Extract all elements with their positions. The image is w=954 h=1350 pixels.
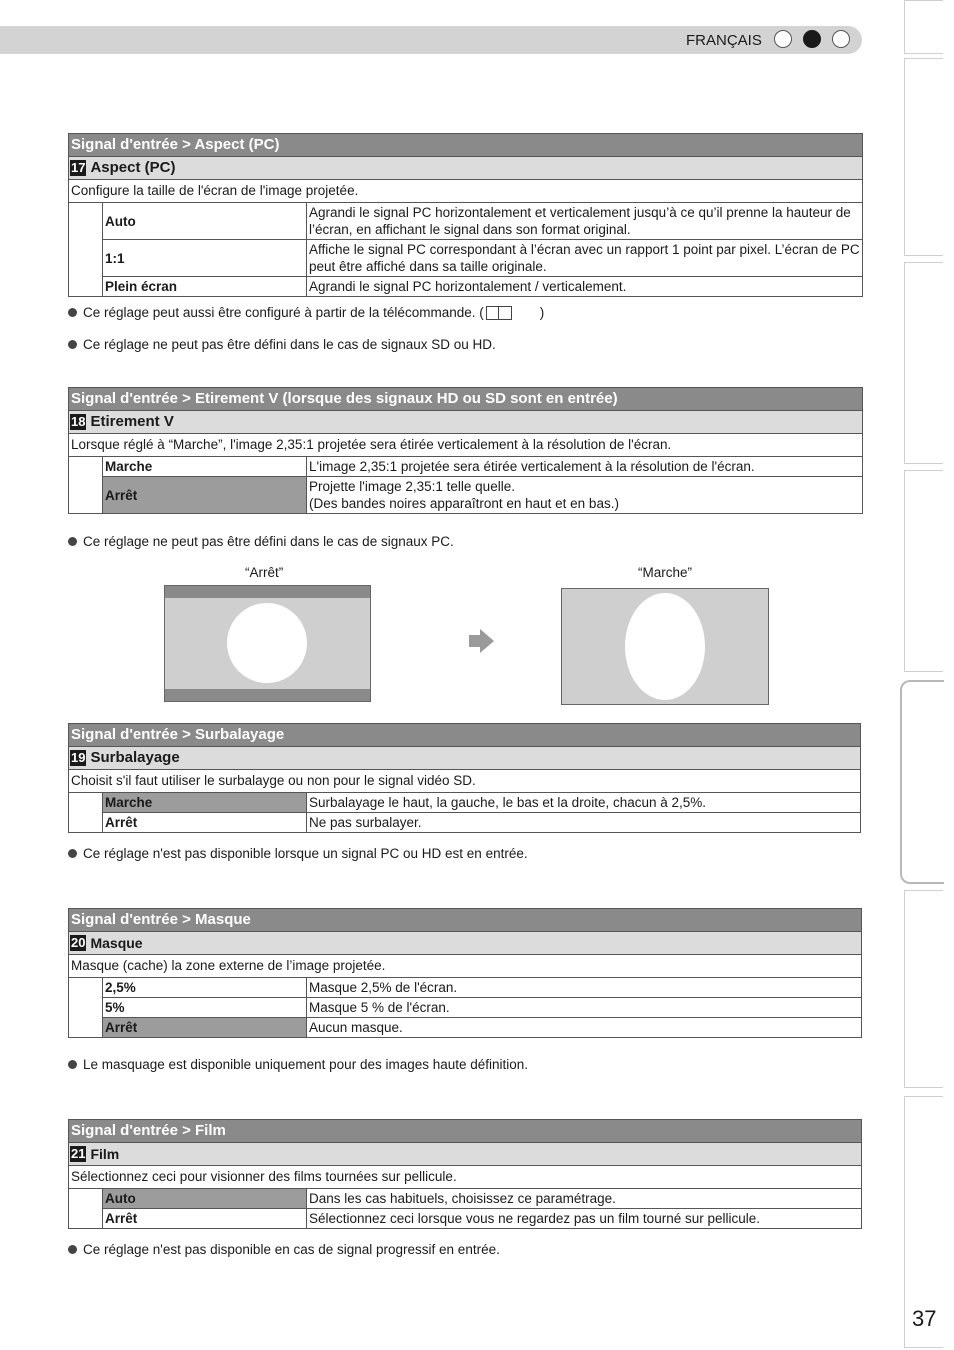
option-name: Auto bbox=[103, 1189, 307, 1209]
option-name: 1:1 bbox=[103, 240, 307, 277]
option-name: Arrêt bbox=[103, 813, 307, 833]
illustration-caption-on: “Marche” bbox=[638, 565, 693, 580]
note: Ce réglage n'est pas disponible en cas de signal progressif en entrée. bbox=[68, 1242, 500, 1257]
option-text: Aucun masque. bbox=[307, 1018, 862, 1038]
table-row bbox=[69, 277, 863, 297]
illustration-caption-off: “Arrêt” bbox=[245, 565, 284, 580]
section-subtitle bbox=[68, 410, 863, 433]
chapter-tab[interactable] bbox=[904, 58, 943, 256]
option-text: Agrandi le signal PC horizontalement / verticalement. bbox=[307, 277, 863, 297]
note: Ce réglage ne peut pas être défini dans le cas de signaux SD ou HD. bbox=[68, 337, 496, 352]
note: Ce réglage peut aussi être configuré à partir de la télécommande. ( ) bbox=[68, 305, 544, 320]
table-row bbox=[69, 998, 862, 1018]
item-name: Film bbox=[90, 1146, 120, 1162]
table-row bbox=[69, 457, 863, 477]
section-subtitle bbox=[68, 931, 862, 954]
options-table bbox=[68, 456, 863, 514]
option-name: Arrêt bbox=[103, 477, 307, 514]
chapter-tab[interactable] bbox=[904, 262, 943, 464]
option-text: Dans les cas habituels, choisissez ce paramétrage. bbox=[307, 1189, 862, 1209]
section-film bbox=[68, 1119, 862, 1229]
indicator-dot-2 bbox=[803, 30, 821, 48]
option-text: Ne pas surbalayer. bbox=[307, 813, 861, 833]
illustration-on bbox=[561, 588, 769, 705]
indicator-dot-1 bbox=[774, 30, 792, 48]
option-name: Arrêt bbox=[103, 1209, 307, 1229]
bullet-icon bbox=[68, 537, 77, 546]
option-text: Agrandi le signal PC horizontalement et verticalement jusqu’à ce qu’il prenne la hauteur de l’écran, en affichant le signal dans son format original. bbox=[307, 203, 863, 240]
option-text: Surbalayage le haut, la gauche, le bas et la droite, chacun à 2,5%. bbox=[307, 793, 861, 813]
option-name: 5% bbox=[103, 998, 307, 1018]
option-name: Arrêt bbox=[103, 1018, 307, 1038]
section-description: Choisit s'il faut utiliser le surbalayge ou non pour le signal vidéo SD. bbox=[68, 769, 861, 792]
section-etirement-v bbox=[68, 387, 863, 514]
options-table bbox=[68, 202, 863, 297]
bullet-icon bbox=[68, 1060, 77, 1069]
table-row bbox=[69, 1018, 862, 1038]
item-name: Aspect (PC) bbox=[90, 159, 176, 176]
item-name: Masque bbox=[90, 935, 143, 951]
item-number: 20 bbox=[71, 935, 86, 950]
note: Ce réglage ne peut pas être défini dans le cas de signaux PC. bbox=[68, 534, 454, 549]
option-text: L'image 2,35:1 projetée sera étirée verticalement à la résolution de l'écran. bbox=[307, 457, 863, 477]
chapter-tab[interactable] bbox=[904, 470, 943, 672]
options-table bbox=[68, 977, 862, 1038]
item-name: Etirement V bbox=[90, 413, 174, 430]
bullet-icon bbox=[68, 1245, 77, 1254]
section-masque bbox=[68, 908, 862, 1038]
section-title: Signal d'entrée > Surbalayage bbox=[68, 723, 861, 746]
section-title: Signal d'entrée > Film bbox=[68, 1119, 862, 1142]
table-row bbox=[69, 477, 863, 514]
bullet-icon bbox=[68, 849, 77, 858]
table-row bbox=[69, 793, 861, 813]
chapter-tab[interactable] bbox=[904, 890, 943, 1088]
table-row bbox=[69, 203, 863, 240]
item-number: 17 bbox=[71, 160, 86, 175]
section-title: Signal d'entrée > Aspect (PC) bbox=[68, 133, 863, 156]
illustration-off bbox=[164, 585, 371, 702]
section-surbalayage bbox=[68, 723, 861, 833]
table-row bbox=[69, 1209, 862, 1229]
section-subtitle bbox=[68, 156, 863, 179]
options-table bbox=[68, 1188, 862, 1229]
note: Ce réglage n'est pas disponible lorsque un signal PC ou HD est en entrée. bbox=[68, 846, 528, 861]
section-subtitle bbox=[68, 746, 861, 769]
option-text: Masque 5 % de l'écran. bbox=[307, 998, 862, 1018]
section-description: Sélectionnez ceci pour visionner des films tournées sur pellicule. bbox=[68, 1165, 862, 1188]
section-description: Masque (cache) la zone externe de l’image projetée. bbox=[68, 954, 862, 977]
bullet-icon bbox=[68, 340, 77, 349]
item-name: Surbalayage bbox=[90, 749, 180, 766]
chapter-tab-active[interactable] bbox=[900, 680, 944, 884]
option-text: Sélectionnez ceci lorsque vous ne regardez pas un film tourné sur pellicule. bbox=[307, 1209, 862, 1229]
chapter-tab[interactable] bbox=[904, 0, 943, 54]
item-number: 21 bbox=[71, 1146, 86, 1161]
circle-shape bbox=[227, 603, 307, 683]
option-text: Masque 2,5% de l'écran. bbox=[307, 978, 862, 998]
section-title: Signal d'entrée > Masque bbox=[68, 908, 862, 931]
section-subtitle bbox=[68, 1142, 862, 1165]
table-row bbox=[69, 978, 862, 998]
option-name: Auto bbox=[103, 203, 307, 240]
chapter-tabs bbox=[900, 0, 954, 1350]
section-description: Configure la taille de l'écran de l'image projetée. bbox=[68, 179, 863, 202]
arrow-right-icon bbox=[466, 626, 496, 656]
note: Le masquage est disponible uniquement pour des images haute définition. bbox=[68, 1057, 528, 1072]
ellipse-shape bbox=[625, 593, 705, 700]
bullet-icon bbox=[68, 308, 77, 317]
option-name: 2,5% bbox=[103, 978, 307, 998]
indicator-dot-3 bbox=[832, 30, 850, 48]
item-number: 18 bbox=[71, 414, 86, 429]
section-title: Signal d'entrée > Etirement V (lorsque des signaux HD ou SD sont en entrée) bbox=[68, 387, 863, 410]
section-description: Lorsque réglé à “Marche”, l'image 2,35:1 projetée sera étirée verticalement à la résolution de l'écran. bbox=[68, 433, 863, 456]
table-row bbox=[69, 240, 863, 277]
book-icon bbox=[486, 306, 512, 320]
language-label: FRANÇAIS bbox=[686, 32, 762, 49]
item-number: 19 bbox=[71, 750, 86, 765]
option-text: Projette l'image 2,35:1 telle quelle. (Des bandes noires apparaîtront en haut et en bas.) bbox=[307, 477, 863, 514]
page-number: 37 bbox=[912, 1306, 937, 1331]
options-table bbox=[68, 792, 861, 833]
option-text: Affiche le signal PC correspondant à l’écran avec un rapport 1 point par pixel. L’écran de PC peut être affiché dans sa taille originale. bbox=[307, 240, 863, 277]
section-aspect-pc bbox=[68, 133, 863, 297]
table-row bbox=[69, 1189, 862, 1209]
option-name: Marche bbox=[103, 793, 307, 813]
option-name: Plein écran bbox=[103, 277, 307, 297]
option-name: Marche bbox=[103, 457, 307, 477]
table-row bbox=[69, 813, 861, 833]
